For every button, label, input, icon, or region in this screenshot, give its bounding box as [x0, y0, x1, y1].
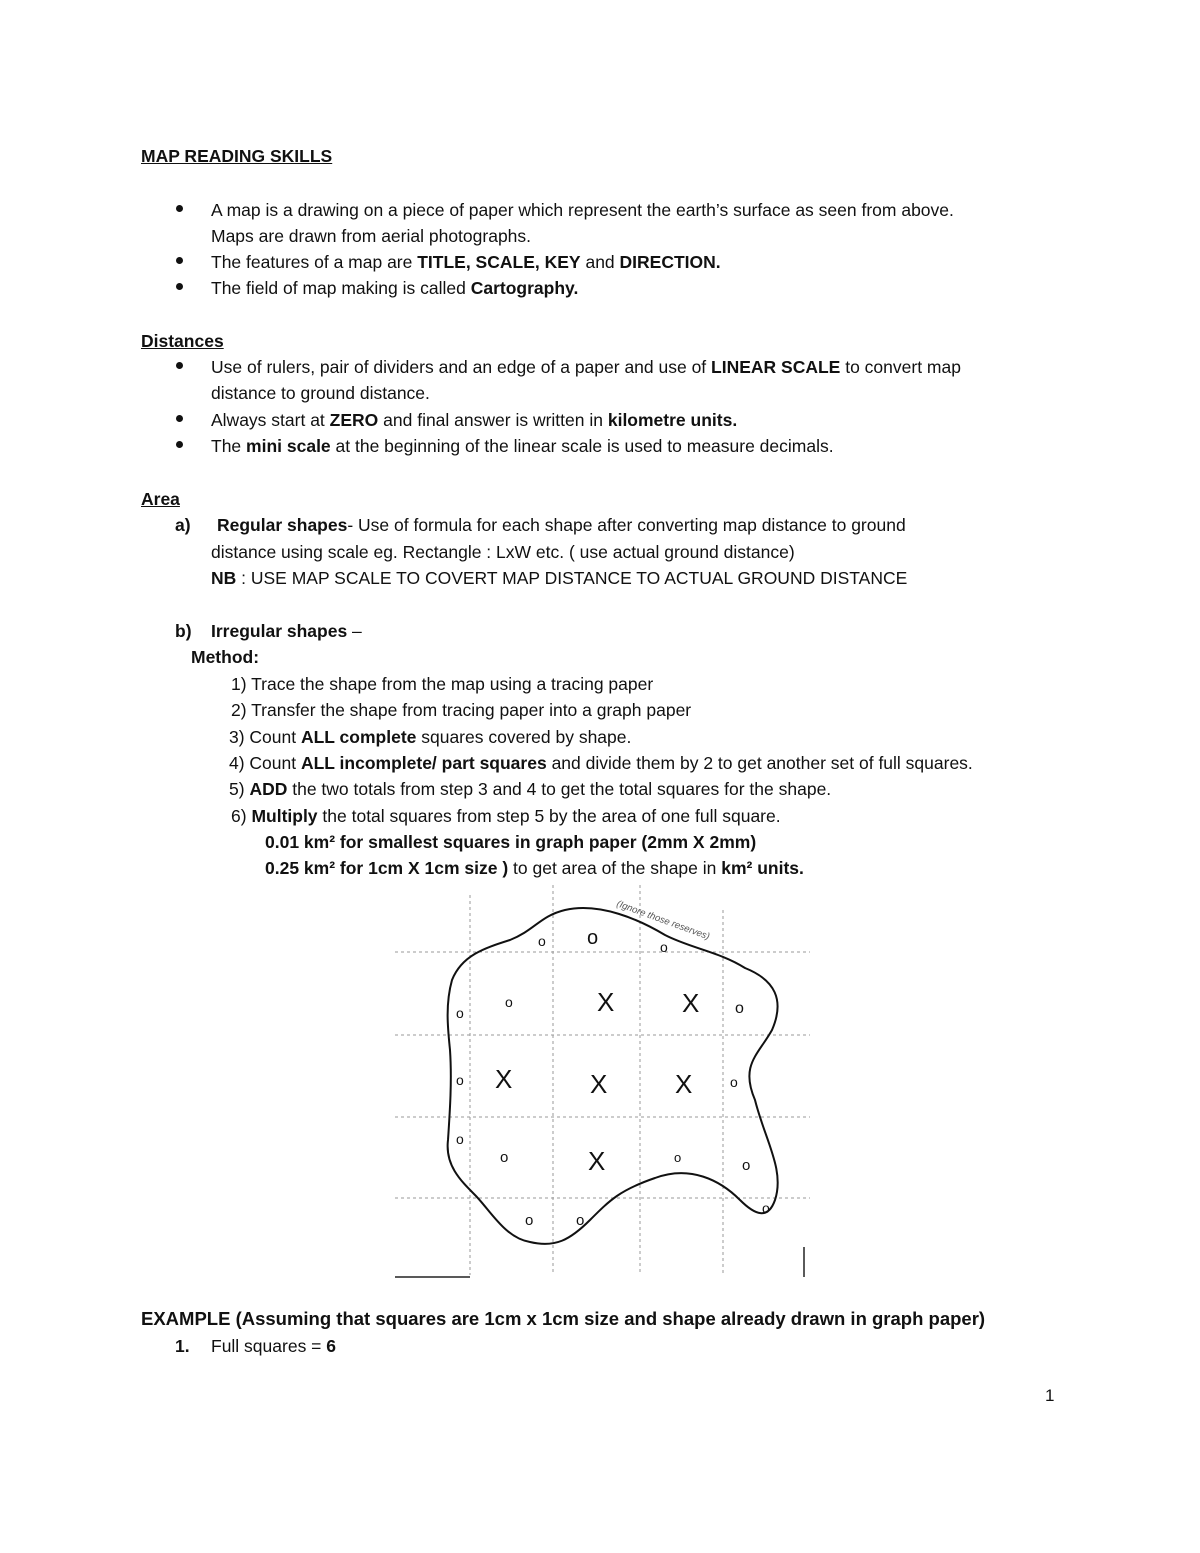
item-label-b: b) — [175, 621, 192, 641]
example-heading: EXAMPLE (Assuming that squares are 1cm x 1cm size and shape already drawn in graph paper) — [141, 1308, 986, 1329]
part-square-mark: o — [660, 939, 668, 955]
intro-bullet-1: A map is a drawing on a piece of paper which represent the earth’s surface as seen from above. — [211, 200, 954, 220]
section-heading-area: Area — [141, 489, 180, 509]
part-square-mark: o — [730, 1074, 738, 1090]
part-square-mark: o — [456, 1131, 464, 1147]
part-square-mark: o — [456, 1005, 464, 1021]
method-step-2: 2) Transfer the shape from tracing paper into a graph paper — [231, 700, 692, 720]
bullet-dot — [176, 441, 183, 448]
full-square-mark: X — [597, 987, 615, 1017]
method-label: Method: — [191, 647, 260, 667]
part-square-mark: o — [742, 1157, 751, 1174]
section-heading-distances: Distances — [141, 331, 224, 351]
intro-bullet-2: The features of a map are TITLE, SCALE, KEY and DIRECTION. — [211, 252, 721, 272]
irregular-shape-figure — [390, 880, 815, 1280]
bullet-dot — [176, 415, 183, 422]
method-step-6: 6) Multiply the total squares from step 5 by the area of one full square. — [231, 806, 781, 826]
bullet-dot — [176, 257, 183, 264]
nb-note: NB : USE MAP SCALE TO COVERT MAP DISTANCE TO ACTUAL GROUND DISTANCE — [211, 568, 908, 588]
part-square-mark: o — [538, 933, 546, 949]
distances-bullet-2: Always start at ZERO and final answer is written in kilometre units. — [211, 410, 738, 430]
full-square-mark: X — [590, 1069, 608, 1099]
regular-shapes-cont: distance using scale eg. Rectangle : LxW etc. ( use actual ground distance) — [211, 542, 795, 562]
item-label-a: a) — [175, 515, 191, 535]
unit-note-1: 0.01 km² for smallest squares in graph paper (2mm X 2mm) — [265, 832, 757, 852]
distances-bullet-1: Use of rulers, pair of dividers and an edge of a paper and use of LINEAR SCALE to convert map — [211, 357, 961, 377]
part-square-mark: o — [505, 994, 513, 1010]
bullet-dot — [176, 205, 183, 212]
handwritten-note: (Ignore those reserves) — [614, 898, 712, 943]
part-square-mark: o — [587, 927, 599, 949]
example-item-number: 1. — [175, 1336, 190, 1356]
method-step-3: 3) Count ALL complete squares covered by shape. — [229, 727, 632, 747]
bullet-dot — [176, 283, 183, 290]
part-square-mark: o — [456, 1072, 464, 1088]
method-step-1: 1) Trace the shape from the map using a tracing paper — [231, 674, 654, 694]
page-number: 1 — [1045, 1386, 1055, 1405]
distances-bullet-1-cont: distance to ground distance. — [211, 383, 430, 403]
distances-bullet-3: The mini scale at the beginning of the linear scale is used to measure decimals. — [211, 436, 834, 456]
example-item: Full squares = 6 — [211, 1336, 336, 1356]
method-step-5: 5) ADD the two totals from step 3 and 4 to get the total squares for the shape. — [229, 779, 832, 799]
intro-bullet-3: The field of map making is called Cartography. — [211, 278, 579, 298]
regular-shapes-line: Regular shapes- Use of formula for each shape after converting map distance to ground — [217, 515, 906, 535]
part-square-mark: o — [525, 1212, 534, 1229]
irregular-shapes-line: Irregular shapes – — [211, 621, 362, 641]
part-square-mark: o — [735, 1000, 744, 1017]
part-square-mark: o — [674, 1150, 682, 1165]
unit-note-2: 0.25 km² for 1cm X 1cm size ) to get area of the shape in km² units. — [265, 858, 804, 878]
bullet-dot — [176, 362, 183, 369]
full-square-mark: X — [495, 1064, 513, 1094]
full-square-mark: X — [588, 1146, 606, 1176]
part-square-mark: o — [762, 1200, 770, 1216]
part-square-mark: o — [576, 1212, 585, 1229]
full-square-mark: X — [682, 988, 700, 1018]
page-title: MAP READING SKILLS — [141, 146, 333, 166]
intro-bullet-1-cont: Maps are drawn from aerial photographs. — [211, 226, 532, 246]
method-step-4: 4) Count ALL incomplete/ part squares and divide them by 2 to get another set of full squares. — [229, 753, 973, 773]
part-square-mark: o — [500, 1149, 509, 1166]
full-square-mark: X — [675, 1069, 693, 1099]
